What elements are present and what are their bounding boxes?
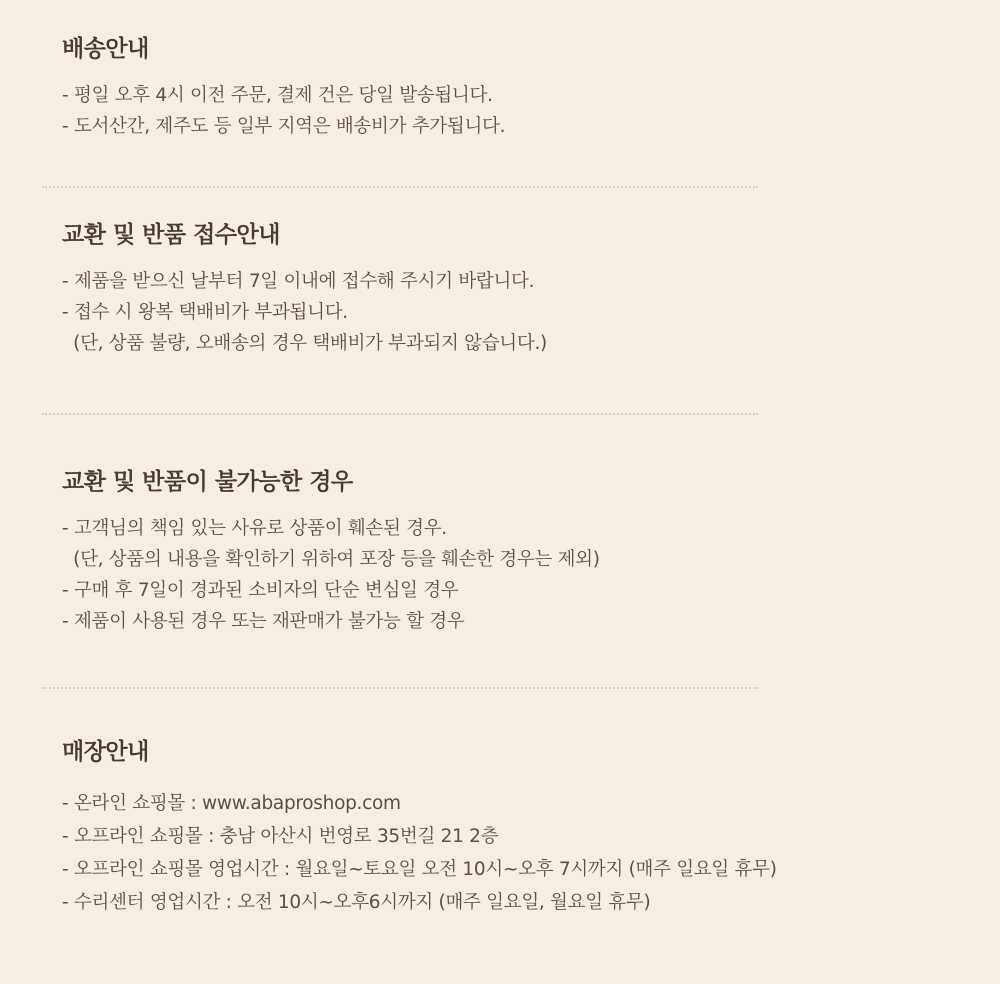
section-divider [42, 687, 758, 689]
section-title-exchange: 교환 및 반품 접수안내 [62, 222, 280, 248]
info-line: - 온라인 쇼핑몰 : www.abaproshop.com [62, 793, 401, 814]
section-shipping-info [0, 30, 1000, 142]
section-divider [42, 186, 758, 188]
section-lines-non-returnable [62, 513, 960, 637]
info-line: (단, 상품 불량, 오배송의 경우 택배비가 부과되지 않습니다.) [62, 333, 547, 355]
section-lines-shipping [62, 80, 960, 142]
info-line: - 제품을 받으신 날부터 7일 이내에 접수해 주시기 바랍니다. [62, 271, 535, 292]
section-lines-store [62, 788, 960, 920]
info-line: - 도서산간, 제주도 등 일부 지역은 배송비가 추가됩니다. [62, 116, 506, 138]
info-line: - 수리센터 영업시간 : 오전 10시~오후6시까지 (매주 일요일, 월요일 휴무) [62, 891, 651, 913]
section-store-info [0, 733, 1000, 920]
section-non-returnable-cases [0, 463, 1000, 637]
section-title-shipping: 배송안내 [62, 36, 149, 62]
section-lines-exchange [62, 266, 960, 359]
info-line: - 오프라인 쇼핑몰 영업시간 : 월요일~토요일 오전 10시~오후 7시까지 (매주 일요일 휴무) [62, 858, 777, 880]
info-line: (단, 상품의 내용을 확인하기 위하여 포장 등을 훼손한 경우는 제외) [62, 549, 600, 571]
info-line: - 접수 시 왕복 택배비가 부과됩니다. [62, 302, 348, 324]
info-line: - 오프라인 쇼핑몰 : 충남 아산시 번영로 35번길 21 2층 [62, 825, 499, 847]
info-line: - 제품이 사용된 경우 또는 재판매가 불가능 할 경우 [62, 611, 465, 633]
section-title-non-returnable: 교환 및 반품이 불가능한 경우 [62, 469, 353, 495]
section-exchange-return-request [0, 216, 1000, 359]
info-line: - 평일 오후 4시 이전 주문, 결제 건은 당일 발송됩니다. [62, 85, 493, 106]
section-divider [42, 413, 758, 415]
info-line: - 고객님의 책임 있는 사유로 상품이 훼손된 경우. [62, 518, 447, 539]
section-title-store: 매장안내 [62, 739, 149, 765]
info-line: - 구매 후 7일이 경과된 소비자의 단순 변심일 경우 [62, 580, 459, 602]
